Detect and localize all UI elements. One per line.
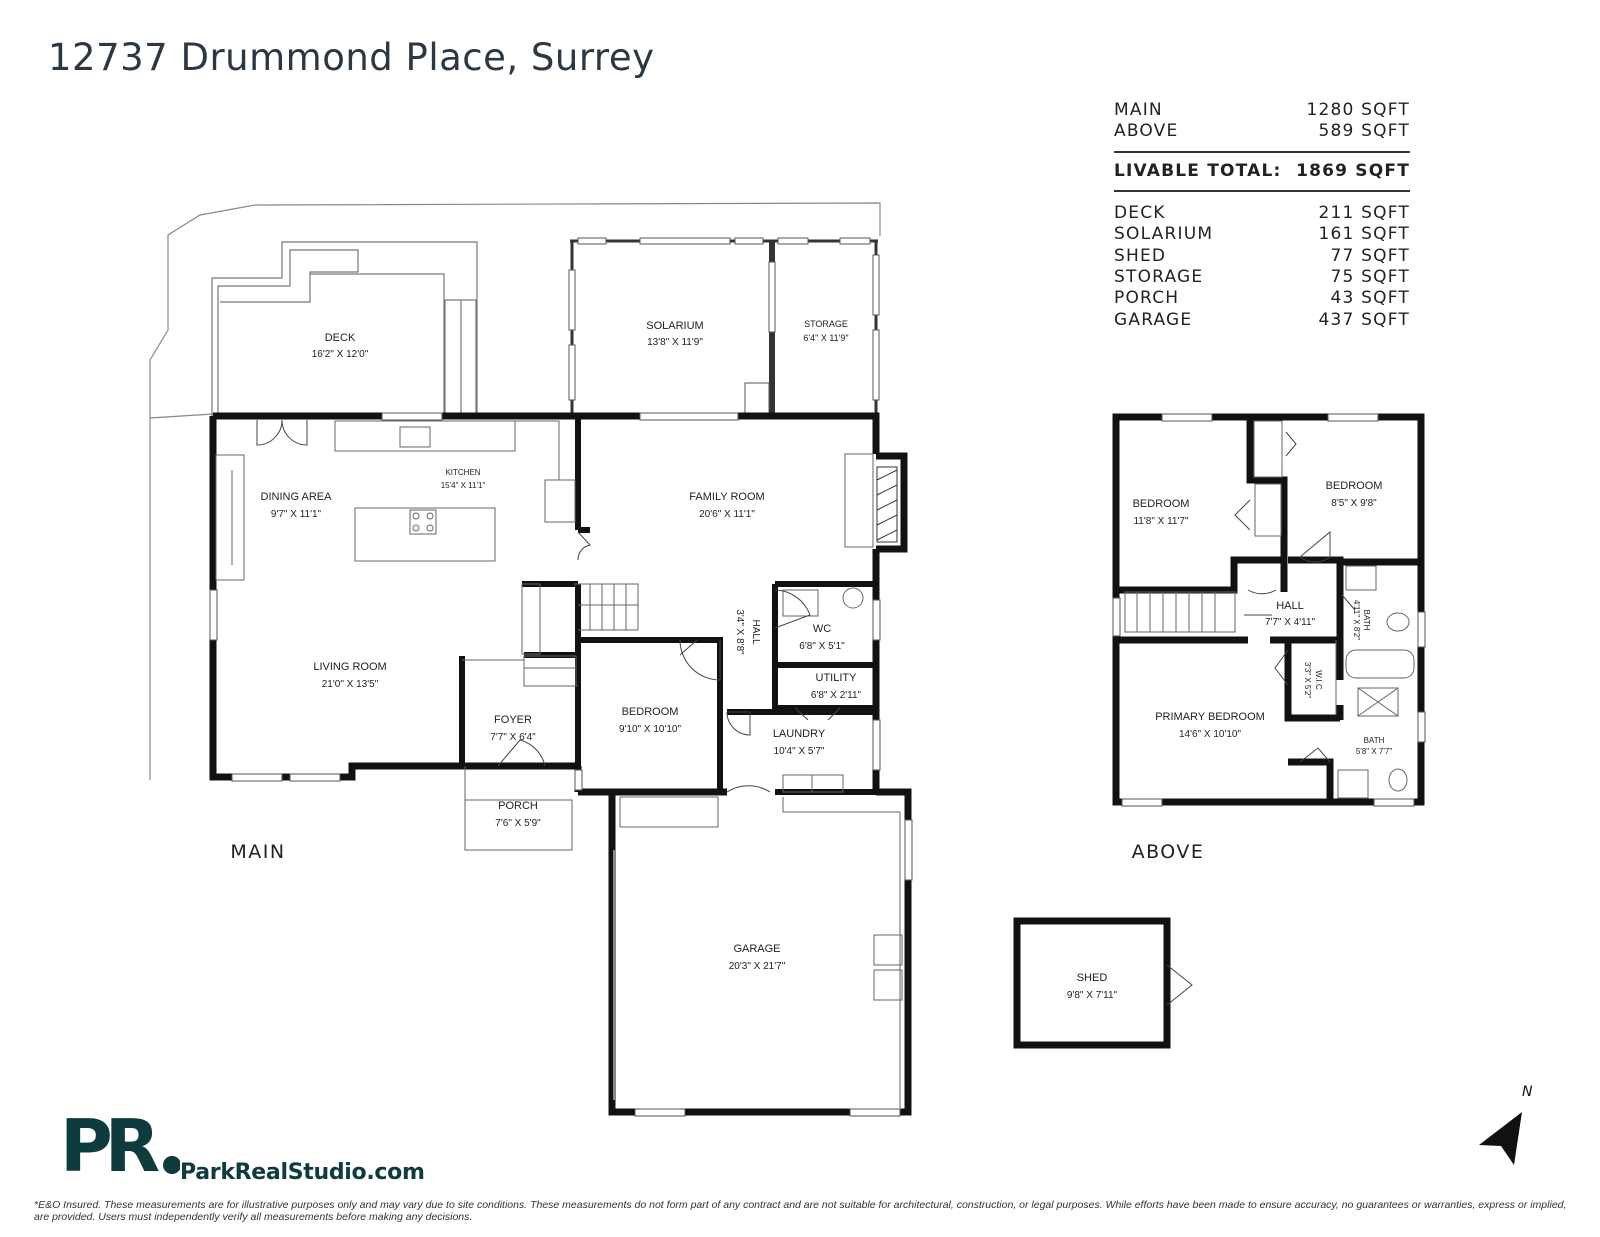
area-label: GARAGE xyxy=(1114,309,1193,330)
area-value: 211 SQFT xyxy=(1318,202,1410,223)
park-real-logo-icon xyxy=(60,1113,180,1175)
room-name: UTILITY xyxy=(815,672,857,684)
room-name: DINING AREA xyxy=(260,491,332,503)
room-name: SOLARIUM xyxy=(646,320,704,332)
room-name: BEDROOM xyxy=(1132,498,1190,510)
area-value: 161 SQFT xyxy=(1318,224,1410,245)
area-label: PORCH xyxy=(1114,288,1180,309)
room-dims: 3'3" X 5'2" xyxy=(1303,661,1312,699)
room-dims: 6'8" X 2'11" xyxy=(810,690,862,701)
area-value: 77 SQFT xyxy=(1330,245,1410,266)
room-dims: 8'5" X 9'8" xyxy=(1331,498,1377,509)
room-dims: 3'4" X 8'8" xyxy=(734,609,745,655)
room-name: SHED xyxy=(1076,972,1108,984)
room-name: STORAGE xyxy=(804,319,848,329)
room-dims: 21'0" X 13'5" xyxy=(321,679,379,690)
room-name: KITCHEN xyxy=(445,468,481,477)
room-dims: 15'4" X 11'1" xyxy=(440,481,486,490)
floor-label-main: MAIN xyxy=(230,841,286,863)
room-dims: 7'7" X 6'4" xyxy=(490,732,536,743)
area-label: STORAGE xyxy=(1114,266,1204,287)
room-dims: 11'8" X 11'7" xyxy=(1133,516,1189,527)
area-label: SOLARIUM xyxy=(1114,224,1214,245)
room-name: WC xyxy=(812,623,832,635)
area-label: SHED xyxy=(1114,245,1167,266)
room-name: W.I.C xyxy=(1314,670,1323,690)
site-line xyxy=(150,414,213,418)
area-value: 43 SQFT xyxy=(1330,288,1410,309)
room-name: HALL xyxy=(1276,600,1304,612)
room-dims: 20'3" X 21'7" xyxy=(728,961,786,972)
area-label: MAIN xyxy=(1114,100,1163,120)
room-dims: 20'6" X 11'1" xyxy=(699,509,755,520)
room-dims: 9'10" X 10'10" xyxy=(618,724,682,735)
area-total-value: 1869 SQFT xyxy=(1296,160,1410,181)
room-dims: 9'7" X 11'1" xyxy=(270,509,322,520)
room-name: FAMILY ROOM xyxy=(689,491,765,503)
brand-site: ParkRealStudio.com xyxy=(180,1160,425,1185)
area-value: 1280 SQFT xyxy=(1306,100,1410,120)
area-value: 589 SQFT xyxy=(1318,121,1410,142)
disclaimer-text: *E&O Insured. These measurements are for illustrative purposes only and may vary due to site conditions. These measurements do not form part of any contract and are not suitable for architectural, construction, or legal purposes. While efforts have been made to ensure accuracy, no guarantees or warranties, express or implied, are provided. Users must independently verify all measurements before making any decisions. xyxy=(34,1199,1567,1223)
room-name: PORCH xyxy=(498,800,538,812)
area-label: DECK xyxy=(1114,202,1166,223)
main-exterior-walls xyxy=(213,416,908,1112)
room-name: BATH xyxy=(1362,609,1371,631)
room-name: GARAGE xyxy=(733,943,781,955)
room-name: LAUNDRY xyxy=(772,728,826,740)
area-label: ABOVE xyxy=(1114,121,1179,142)
room-dims: 6'8" X 5'1" xyxy=(799,641,845,652)
room-name: FOYER xyxy=(494,714,532,726)
room-dims: 16'2" X 12'0" xyxy=(311,349,369,360)
room-name: BATH xyxy=(1363,736,1385,745)
room-name: PRIMARY BEDROOM xyxy=(1155,711,1265,723)
main-floor-plan xyxy=(150,203,912,1116)
logo-monogram: PR xyxy=(60,1113,153,1175)
room-name: LIVING ROOM xyxy=(313,661,387,673)
room-name: BEDROOM xyxy=(621,706,679,718)
room-dims: 9'8" X 7'11" xyxy=(1066,990,1118,1001)
room-dims: 7'6" X 5'9" xyxy=(495,818,541,829)
room-dims: 10'4" X 5'7" xyxy=(773,746,825,757)
room-name: DECK xyxy=(324,332,356,344)
room-name: HALL xyxy=(750,619,761,645)
page-title: 12737 Drummond Place, Surrey xyxy=(48,36,655,79)
room-dims: 4'11" X 8'2" xyxy=(1352,599,1361,641)
area-value: 437 SQFT xyxy=(1318,309,1410,330)
area-total-label: LIVABLE TOTAL: xyxy=(1114,160,1282,181)
fireplace xyxy=(845,454,904,549)
area-value: 75 SQFT xyxy=(1330,266,1410,287)
north-arrow-icon xyxy=(1479,1084,1533,1165)
north-label: N xyxy=(1522,1084,1533,1100)
main-doors xyxy=(257,420,840,792)
room-dims: 5'8" X 7'7" xyxy=(1355,747,1393,756)
room-dims: 7'7" X 4'11" xyxy=(1264,617,1316,628)
room-dims: 14'6" X 10'10" xyxy=(1178,729,1242,740)
deck-area xyxy=(212,242,477,416)
room-dims: 6'4" X 11'9" xyxy=(803,333,849,343)
room-name: BEDROOM xyxy=(1325,480,1383,492)
floor-label-above: ABOVE xyxy=(1131,841,1205,863)
room-dims: 13'8" X 11'9" xyxy=(647,337,703,348)
